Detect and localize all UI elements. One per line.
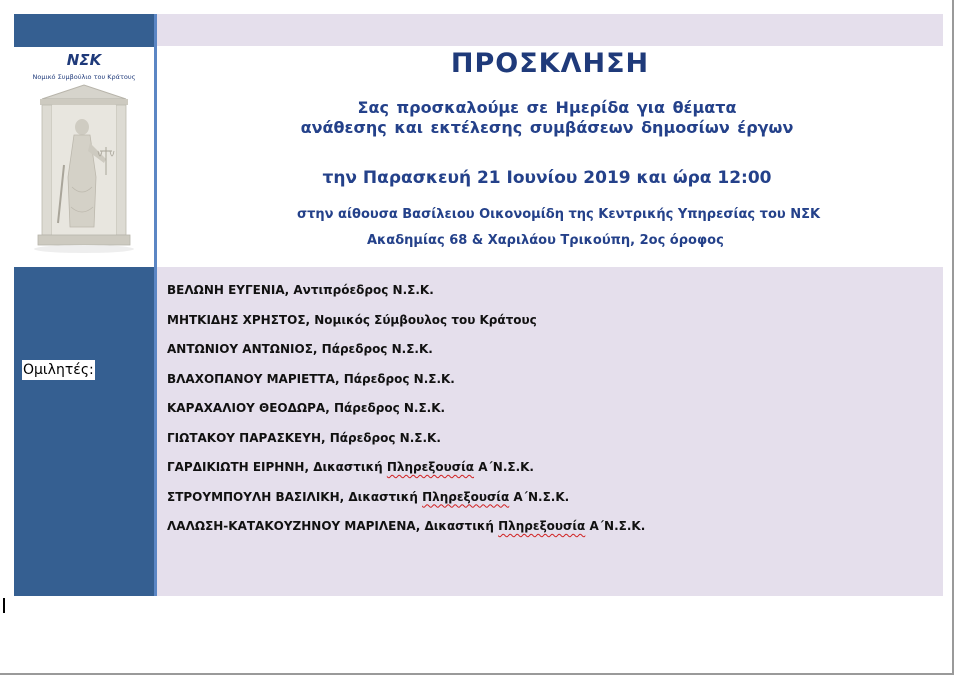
right-header-bar bbox=[157, 14, 943, 46]
invitation-subtitle bbox=[197, 98, 897, 138]
logo-mark: ΝΣΚ bbox=[66, 51, 102, 69]
logo-caption: Νομικό Συμβούλιο του Κράτους bbox=[32, 73, 136, 81]
speaker-item: ΑΝΤΩΝΙΟΥ ΑΝΤΩΝΙΟΣ, Πάρεδρος Ν.Σ.Κ. bbox=[167, 342, 433, 356]
speakers-list bbox=[167, 283, 645, 549]
subtitle-line-1: Σας προσκαλούμε σε Ημερίδα για θέματα bbox=[357, 98, 737, 117]
subtitle-line-2: ανάθεσης και εκτέλεσης συμβάσεων δημοσίων έργων bbox=[300, 118, 794, 137]
speaker-item: ΒΕΛΩΝΗ ΕΥΓΕΝΙΑ, Αντιπρόεδρος Ν.Σ.Κ. bbox=[167, 283, 434, 297]
speakers-label: Ομιλητές: bbox=[23, 362, 94, 378]
speaker-item: ΓΙΩΤΑΚΟΥ ΠΑΡΑΣΚΕΥΗ, Πάρεδρος Ν.Σ.Κ. bbox=[167, 430, 441, 445]
event-address: Ακαδημίας 68 & Χαριλάου Τρικούπη, 2ος όροφος bbox=[367, 233, 724, 248]
speakers-panel bbox=[157, 267, 943, 596]
logo-cell bbox=[14, 46, 155, 267]
event-date: την Παρασκευή 21 Ιουνίου 2019 και ώρα 12:00 bbox=[322, 168, 772, 188]
left-speakers-column bbox=[14, 267, 155, 596]
nsk-logo bbox=[14, 47, 155, 268]
event-venue: στην αίθουσα Βασίλειου Οικονομίδη της Κεντρικής Υπηρεσίας του ΝΣΚ bbox=[297, 207, 821, 222]
spellcheck-flagged-word: Πληρεξουσία bbox=[386, 460, 475, 474]
speaker-item: ΜΗΤΚΙΔΗΣ ΧΡΗΣΤΟΣ, Νομικός Σύμβουλος του Κράτους bbox=[167, 312, 537, 327]
speaker-item: ΓΑΡΔΙΚΙΩΤΗ ΕΙΡΗΝΗ, Δικαστική Πληρεξουσία Α΄Ν.Σ.Κ. bbox=[167, 460, 534, 474]
invitation-header bbox=[157, 46, 943, 267]
invitation-title: ΠΡΟΣΚΛΗΣΗ bbox=[450, 48, 650, 79]
speaker-item: ΛΑΛΩΣΗ-ΚΑΤΑΚΟΥΖΗΝΟΥ ΜΑΡΙΛΕΝΑ, Δικαστική Πληρεξουσία Α΄Ν.Σ.Κ. bbox=[167, 519, 646, 533]
marble-stele-icon bbox=[34, 85, 134, 253]
left-header-bar bbox=[14, 14, 155, 46]
nsk-mark-icon bbox=[67, 51, 103, 69]
spellcheck-flagged-word: Πληρεξουσία bbox=[422, 489, 510, 504]
speaker-item: ΚΑΡΑΧΑΛΙΟΥ ΘΕΟΔΩΡΑ, Πάρεδρος Ν.Σ.Κ. bbox=[167, 401, 446, 415]
spellcheck-flagged-word: Πληρεξουσία bbox=[498, 519, 586, 533]
speaker-item: ΒΛΑΧΟΠΑΝΟΥ ΜΑΡΙΕΤΤΑ, Πάρεδρος Ν.Σ.Κ. bbox=[167, 371, 455, 386]
speaker-item: ΣΤΡΟΥΜΠΟΥΛΗ ΒΑΣΙΛΙΚΗ, Δικαστική Πληρεξουσία Α΄Ν.Σ.Κ. bbox=[167, 489, 570, 504]
text-cursor[interactable] bbox=[3, 598, 5, 613]
